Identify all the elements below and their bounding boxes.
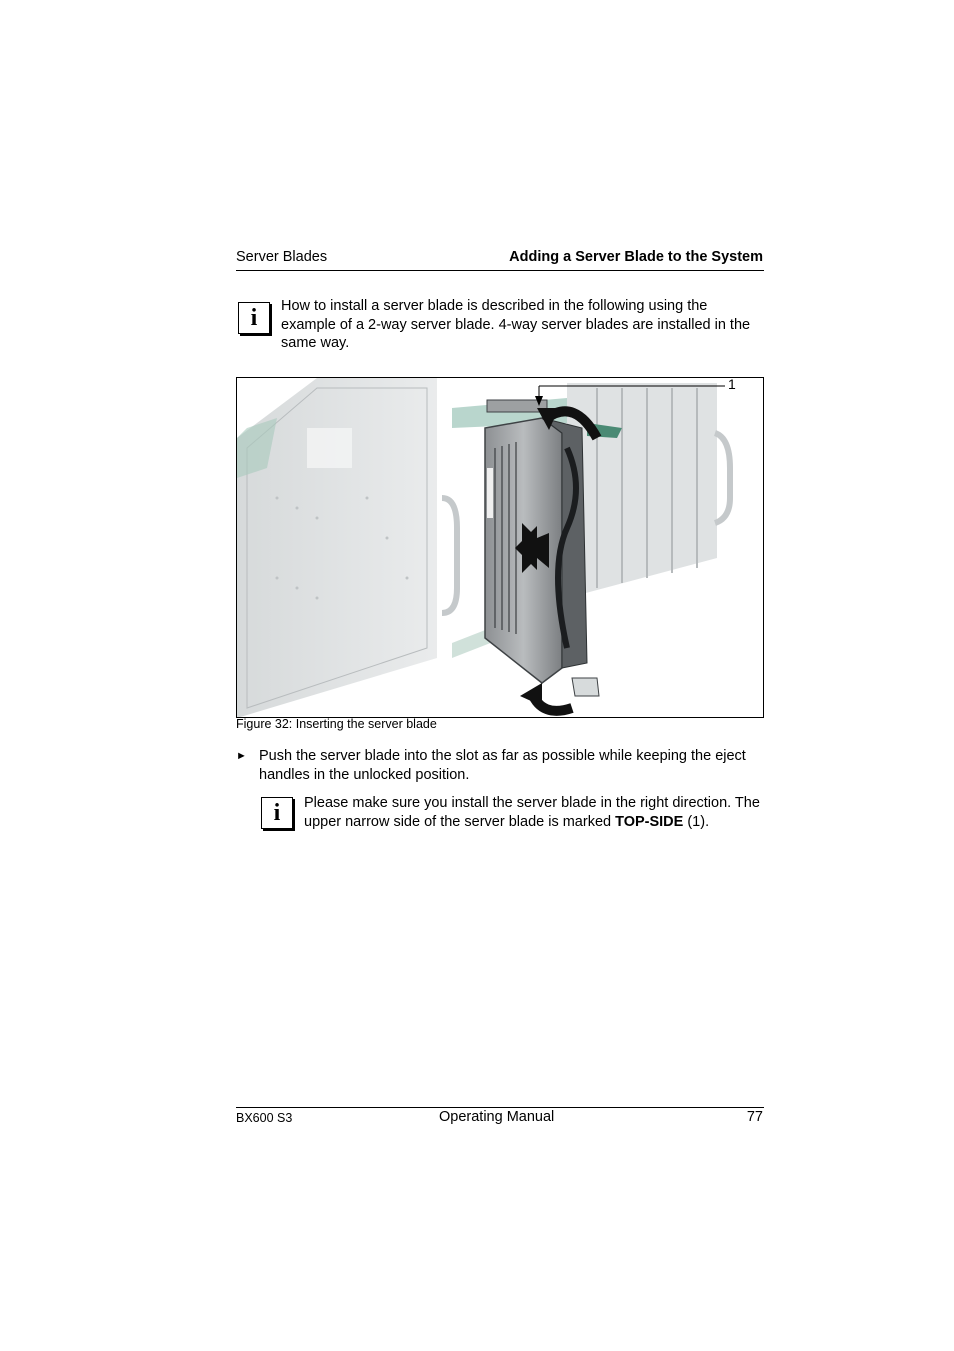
server-chassis-illustration [237, 378, 764, 718]
note-text-before: Please make sure you install the server blade in the right direction. The upper narrow side of the server blade is marked [304, 795, 760, 830]
top-side-label: TOP-SIDE [615, 813, 684, 830]
figure-callout-1: 1 [728, 376, 736, 392]
footer-title: Operating Manual [439, 1109, 555, 1125]
info-note-text: How to install a server blade is described in the following using the example of a 2-way server blade. 4-way server blades are installed in the same way. [281, 298, 751, 351]
footer-rule [236, 1107, 764, 1108]
note-text-after: (1). [683, 813, 710, 830]
header-section: Server Blades [236, 249, 328, 265]
page-number: 77 [746, 1109, 763, 1125]
footer-product: BX600 S3 [236, 1111, 293, 1125]
header-rule [236, 270, 764, 271]
info-icon: i [261, 797, 293, 829]
header-chapter: Adding a Server Blade to the System [509, 249, 763, 265]
info-note-direction [304, 794, 774, 831]
info-icon: i [238, 302, 270, 334]
figure-caption: Figure 32: Inserting the server blade [236, 717, 437, 731]
figure-server-blade-insertion [236, 377, 764, 718]
bullet-icon: ► [236, 750, 247, 762]
instruction-step: Push the server blade into the slot as far as possible while keeping the eject handles in the unlocked position. [259, 748, 746, 783]
